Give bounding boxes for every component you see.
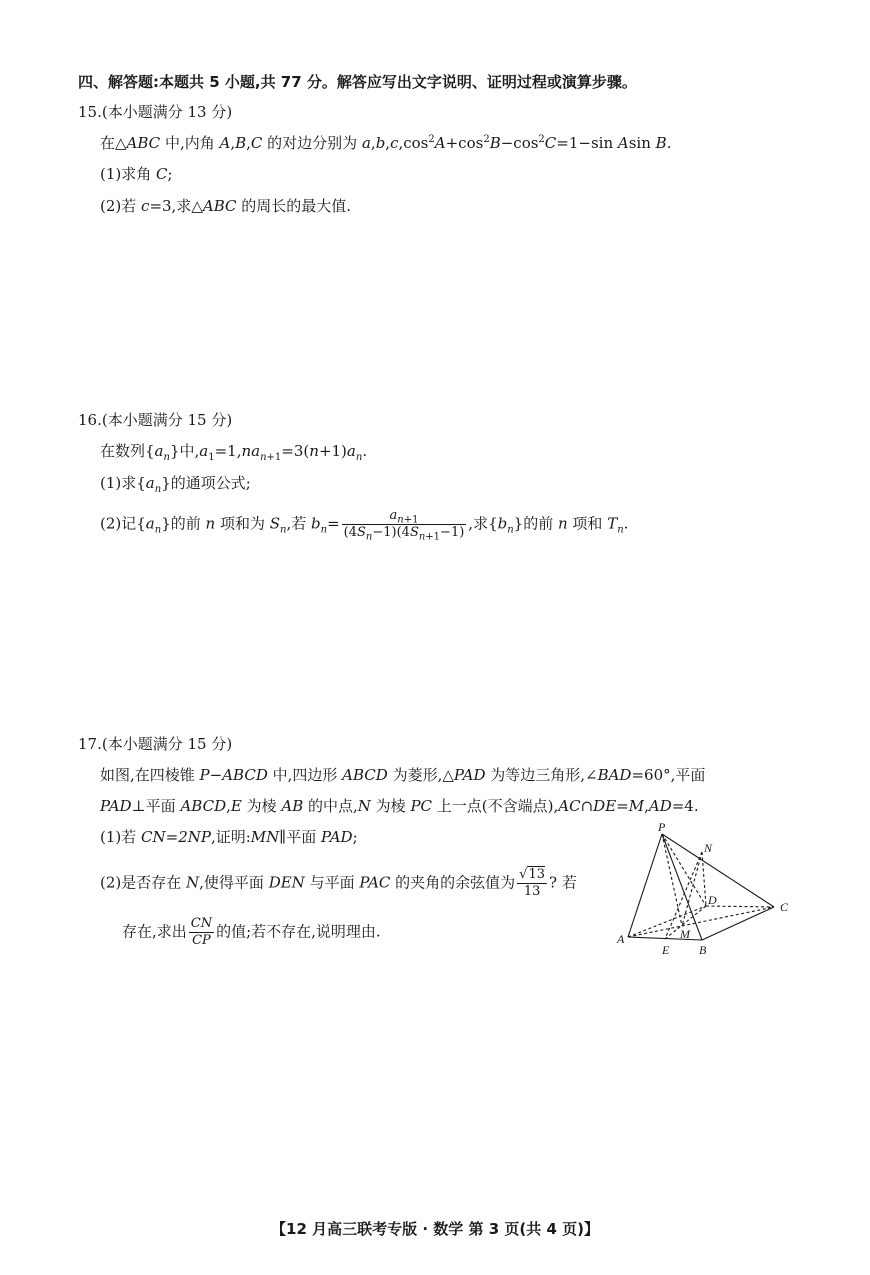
q15-part1: (1)求角 C;	[100, 165, 173, 183]
section-heading: 四、解答题:本题共 5 小题,共 77 分。解答应写出文字说明、证明过程或演算步骤。	[78, 73, 637, 91]
pyramid-figure	[612, 822, 802, 962]
edge-PB	[662, 834, 702, 940]
edge-AD	[628, 906, 706, 937]
q17-stem-line1: 如图,在四棱锥 P−ABCD 中,四边形 ABCD 为菱形,△PAD 为等边三角形,∠BAD=60°,平面	[100, 766, 706, 784]
q17-header: 17.(本小题满分 15 分)	[78, 735, 233, 753]
edge-BC	[702, 907, 774, 940]
edge-PA	[628, 834, 662, 937]
q16-stem: 在数列$\{a_n\}$中$,a_1=1,na_{n+1}=3(n+1)a_n$.	[100, 442, 368, 463]
fraction: $\frac{√13}{13}$	[519, 867, 546, 899]
q16-part2: (2)记$\{a_n\}$的前 n 项和为 $S_n$,若 $b_n=$ $\frac{a_{n+1}}{(4S_n-1)(4S_{n+1}-1)}$ ,求$\{b_n\}$的前 n 项和 $T_n$.	[100, 508, 629, 543]
fraction: $\frac{a_{n+1}}{(4S_n-1)(4S_{n+1}-1)}$	[343, 508, 465, 543]
label-A: A	[617, 932, 625, 946]
label-B: B	[699, 943, 707, 957]
label-E: E	[662, 943, 670, 957]
edge-PC	[662, 834, 774, 907]
fraction: $\frac{CN}{CP}$	[190, 916, 213, 948]
label-M: M	[680, 927, 690, 941]
q15-header: 15.(本小题满分 13 分)	[78, 103, 233, 121]
line-AC	[628, 907, 774, 937]
q17-part1: (1)若 CN=2NP,证明:MN∥平面 PAD;	[100, 828, 358, 846]
q16-part1: (1)求$\{a_n\}$的通项公式;	[100, 474, 251, 495]
label-N: N	[704, 841, 713, 855]
line-ND	[702, 852, 706, 906]
label-P: P	[658, 822, 666, 834]
q17-part2: (2)是否存在 N,使得平面 DEN 与平面 PAC 的夹角的余弦值为 $\frac{√13}{13}$ ? 若	[100, 867, 577, 899]
q15-part2: (2)若 c=3,求△ABC 的周长的最大值.	[100, 197, 352, 215]
q16-header: 16.(本小题满分 15 分)	[78, 411, 233, 429]
q15-stem: 在△ABC 中,内角 A,B,C 的对边分别为 $a,b,c,\cos^2A+\cos^2B-\cos^2C=1-\sin$ Asin B.	[100, 134, 672, 152]
page-footer: 【12 月高三联考专版 · 数学 第 3 页(共 4 页)】	[271, 1220, 599, 1238]
q17-stem-line2: PAD⊥平面 ABCD,E 为棱 AB 的中点,N 为棱 PC 上一点(不含端点),AC∩DE=M,AD=4.	[100, 797, 699, 815]
q17-part2-cont: 存在,求出 $\frac{CN}{CP}$ 的值;若不存在,说明理由.	[122, 916, 381, 948]
label-C: C	[780, 900, 789, 914]
label-D: D	[708, 893, 717, 907]
